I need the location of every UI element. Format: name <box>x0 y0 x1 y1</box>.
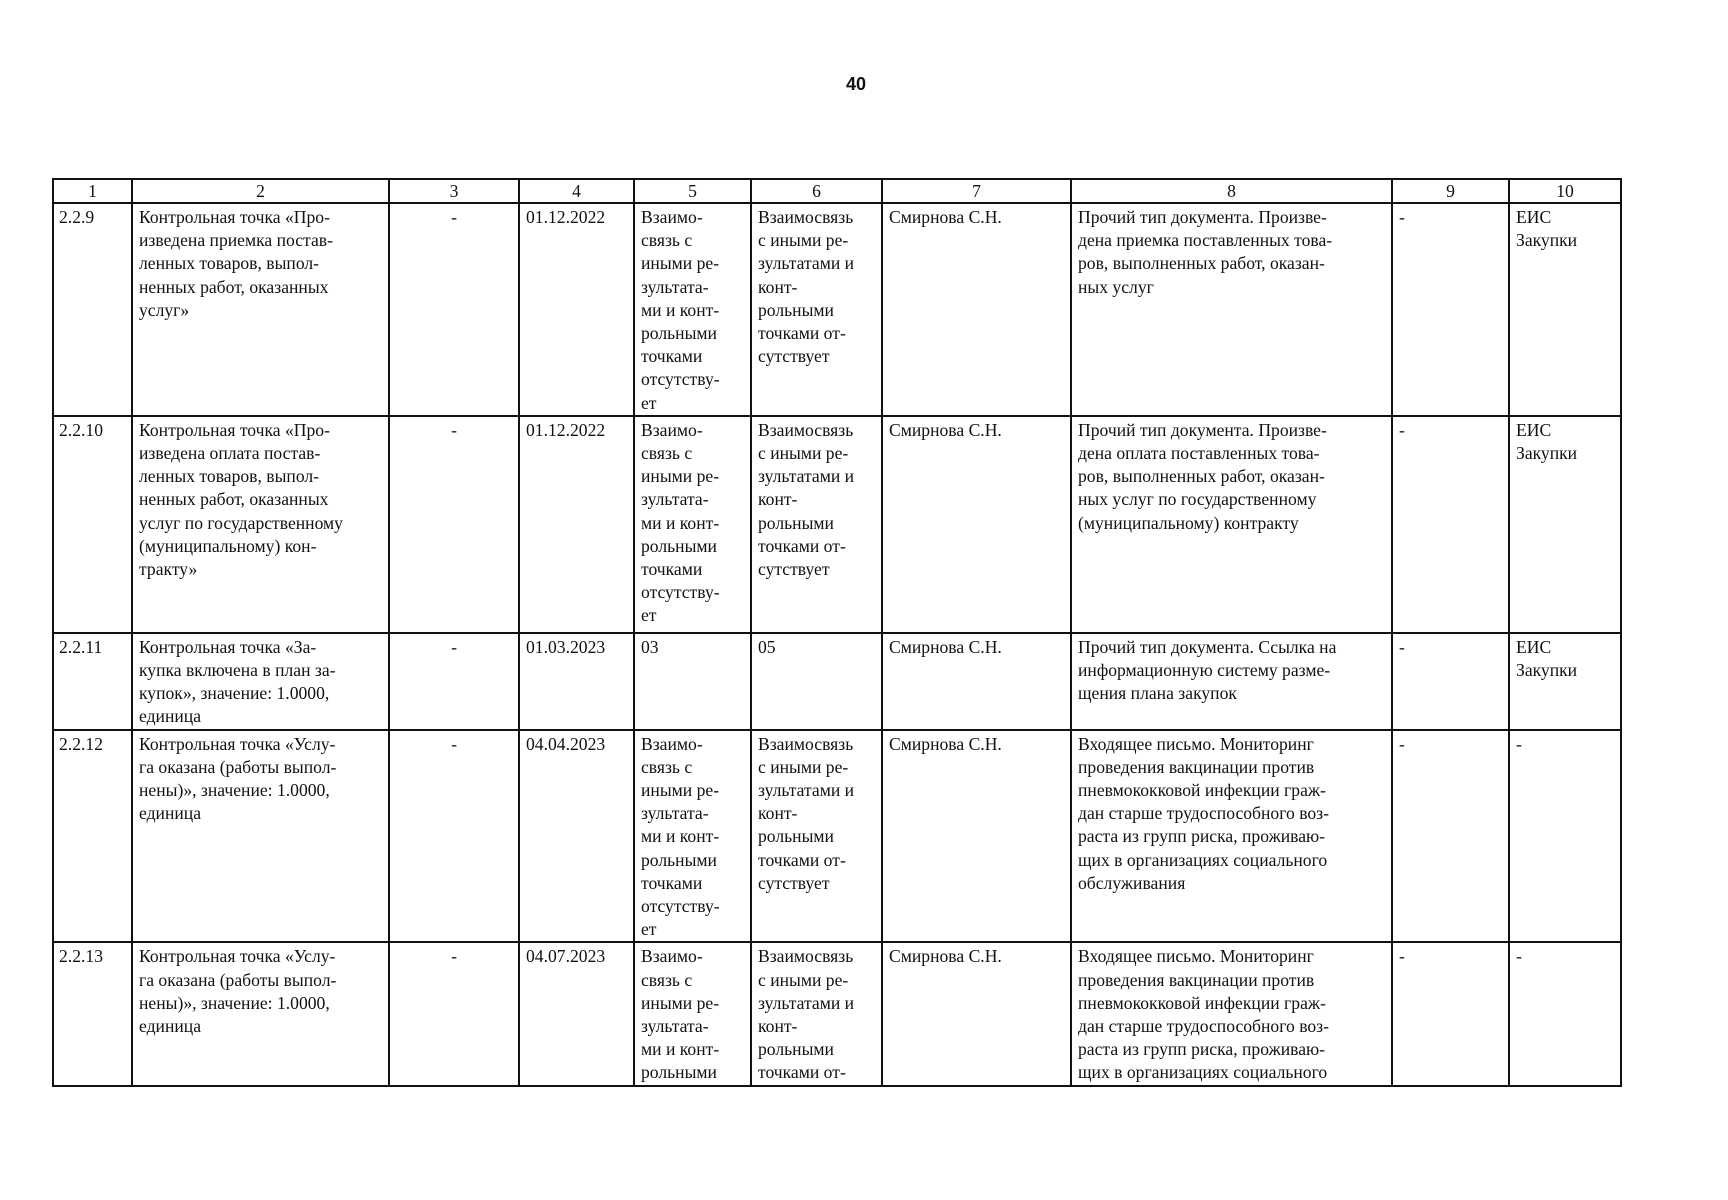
document-cell: Прочий тип документа. Произве- дена приемка поставленных това- ров, выполненных работ, оказан- ных услуг <box>1071 203 1392 416</box>
date-cell: 01.03.2023 <box>519 633 634 730</box>
responsible-cell: Смирнова С.Н. <box>882 203 1071 416</box>
row-number: 2.2.13 <box>53 942 132 1085</box>
plan-table <box>52 178 1622 1087</box>
table-row <box>53 730 1621 943</box>
document-cell: Входящее письмо. Мониторинг проведения вакцинации против пневмококковой инфекции граж- дан старше трудоспособного воз- раста из групп риска, проживаю- щих в организациях социального <box>1071 942 1392 1085</box>
column-header: 1 <box>53 179 132 203</box>
col5-cell: 03 <box>634 633 751 730</box>
system-cell: ЕИС Закупки <box>1509 416 1621 633</box>
system-cell: ЕИС Закупки <box>1509 203 1621 416</box>
header-row <box>53 179 1621 203</box>
row-number: 2.2.11 <box>53 633 132 730</box>
col3-cell: - <box>389 203 519 416</box>
document-cell: Входящее письмо. Мониторинг проведения вакцинации против пневмококковой инфекции граж- дан старше трудоспособного воз- раста из групп риска, проживаю- щих в организациях социального обслуживания <box>1071 730 1392 943</box>
column-header: 8 <box>1071 179 1392 203</box>
page-number: 40 <box>845 74 867 94</box>
column-header: 9 <box>1392 179 1509 203</box>
control-point-name: Контрольная точка «Про- изведена приемка постав- ленных товаров, выпол- ненных работ, оказанных услуг» <box>132 203 389 416</box>
column-header: 4 <box>519 179 634 203</box>
responsible-cell: Смирнова С.Н. <box>882 416 1071 633</box>
col9-cell: - <box>1392 942 1509 1085</box>
col6-cell: Взаимосвязь с иными ре- зультатами и конт- рольными точками от- сутствует <box>751 416 882 633</box>
system-cell: - <box>1509 730 1621 943</box>
date-cell: 01.12.2022 <box>519 416 634 633</box>
table-row <box>53 942 1621 1085</box>
table-row <box>53 416 1621 633</box>
date-cell: 01.12.2022 <box>519 203 634 416</box>
col6-cell: 05 <box>751 633 882 730</box>
col5-cell: Взаимо- связь с иными ре- зультата- ми и конт- рольными точками отсутству- ет <box>634 203 751 416</box>
col5-cell: Взаимо- связь с иными ре- зультата- ми и конт- рольными точками отсутству- ет <box>634 730 751 943</box>
column-header: 3 <box>389 179 519 203</box>
column-header: 5 <box>634 179 751 203</box>
col9-cell: - <box>1392 203 1509 416</box>
col6-cell: Взаимосвязь с иными ре- зультатами и конт- рольными точками от- сутствует <box>751 730 882 943</box>
col3-cell: - <box>389 730 519 943</box>
col5-cell: Взаимо- связь с иными ре- зультата- ми и конт- рольными точками отсутству- ет <box>634 416 751 633</box>
table-row <box>53 203 1621 416</box>
col6-cell: Взаимосвязь с иными ре- зультатами и конт- рольными точками от- <box>751 942 882 1085</box>
date-cell: 04.04.2023 <box>519 730 634 943</box>
row-number: 2.2.9 <box>53 203 132 416</box>
responsible-cell: Смирнова С.Н. <box>882 730 1071 943</box>
col6-cell: Взаимосвязь с иными ре- зультатами и конт- рольными точками от- сутствует <box>751 203 882 416</box>
col9-cell: - <box>1392 416 1509 633</box>
column-header: 6 <box>751 179 882 203</box>
table-row <box>53 633 1621 730</box>
document-cell: Прочий тип документа. Произве- дена оплата поставленных това- ров, выполненных работ, оказан- ных услуг по государственному (муниципальному) контракту <box>1071 416 1392 633</box>
responsible-cell: Смирнова С.Н. <box>882 633 1071 730</box>
col3-cell: - <box>389 416 519 633</box>
col9-cell: - <box>1392 633 1509 730</box>
control-point-name: Контрольная точка «Услу- га оказана (работы выпол- нены)», значение: 1.0000, единица <box>132 730 389 943</box>
column-header: 2 <box>132 179 389 203</box>
document-cell: Прочий тип документа. Ссылка на информационную систему разме- щения плана закупок <box>1071 633 1392 730</box>
col3-cell: - <box>389 633 519 730</box>
system-cell: - <box>1509 942 1621 1085</box>
control-point-name: Контрольная точка «Про- изведена оплата постав- ленных товаров, выпол- ненных работ, оказанных услуг по государственному (муниципальному) кон- тракту» <box>132 416 389 633</box>
control-point-name: Контрольная точка «За- купка включена в план за- купок», значение: 1.0000, единица <box>132 633 389 730</box>
column-header: 10 <box>1509 179 1621 203</box>
column-header: 7 <box>882 179 1071 203</box>
col9-cell: - <box>1392 730 1509 943</box>
col3-cell: - <box>389 942 519 1085</box>
system-cell: ЕИС Закупки <box>1509 633 1621 730</box>
row-number: 2.2.12 <box>53 730 132 943</box>
date-cell: 04.07.2023 <box>519 942 634 1085</box>
col5-cell: Взаимо- связь с иными ре- зультата- ми и конт- рольными <box>634 942 751 1085</box>
responsible-cell: Смирнова С.Н. <box>882 942 1071 1085</box>
control-point-name: Контрольная точка «Услу- га оказана (работы выпол- нены)», значение: 1.0000, единица <box>132 942 389 1085</box>
row-number: 2.2.10 <box>53 416 132 633</box>
